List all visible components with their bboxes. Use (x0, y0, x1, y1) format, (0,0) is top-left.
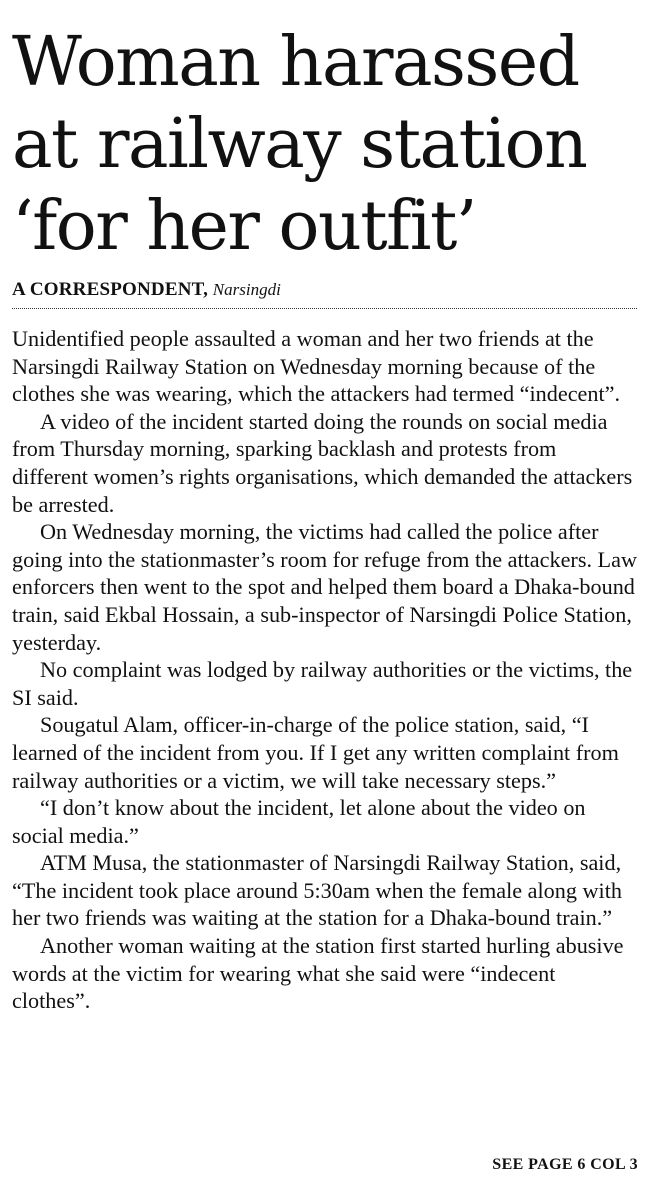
headline-line-1: Woman harassed (12, 23, 579, 102)
paragraph: No complaint was lodged by railway authorities or the victims, the SI said. (12, 657, 633, 710)
paragraph: On Wednesday morning, the victims had called the police after going into the stationmaster’s room for refuge from the attackers. Law enforcers then went to the spot and helped them board a Dhaka-bound train, said Ekbal Hossain, a sub-inspector of Narsingdi Police Station, yesterday. (12, 519, 637, 655)
paragraph: “I don’t know about the incident, let alone about the video on social media.” (12, 795, 586, 848)
paragraph: A video of the incident started doing the rounds on social media from Thursday morning, sparking backlash and protests from different women’s rights organisations, which demanded the attackers be arrested. (12, 408, 633, 517)
byline-location: Narsingdi (212, 280, 281, 299)
paragraph: Unidentified people assaulted a woman and her two friends at the Narsingdi Railway Station on Wednesday morning because of the clothes she was wearing, which the attackers had termed “indecent”. (12, 326, 621, 407)
dotted-divider (12, 308, 637, 309)
headline (12, 22, 637, 268)
article-body (12, 325, 637, 1015)
continued-on-page-note: SEE PAGE 6 COL 3 (492, 1156, 638, 1173)
headline-line-3: ‘for her outfit’ (12, 187, 476, 266)
byline-author: A CORRESPONDENT, (12, 279, 209, 300)
paragraph: Another woman waiting at the station first started hurling abusive words at the victim for wearing what she said were “indecent clothes”. (12, 933, 624, 1014)
paragraph: ATM Musa, the stationmaster of Narsingdi Railway Station, said, “The incident took place around 5:30am when the female along with her two friends was waiting at the station for a Dhaka-bound train.” (12, 850, 622, 931)
paragraph: Sougatul Alam, officer-in-charge of the police station, said, “I learned of the incident from you. If I get any written complaint from railway authorities or a victim, we will take necessary steps.” (12, 712, 619, 793)
byline (12, 278, 637, 302)
headline-line-2: at railway station (12, 105, 587, 184)
